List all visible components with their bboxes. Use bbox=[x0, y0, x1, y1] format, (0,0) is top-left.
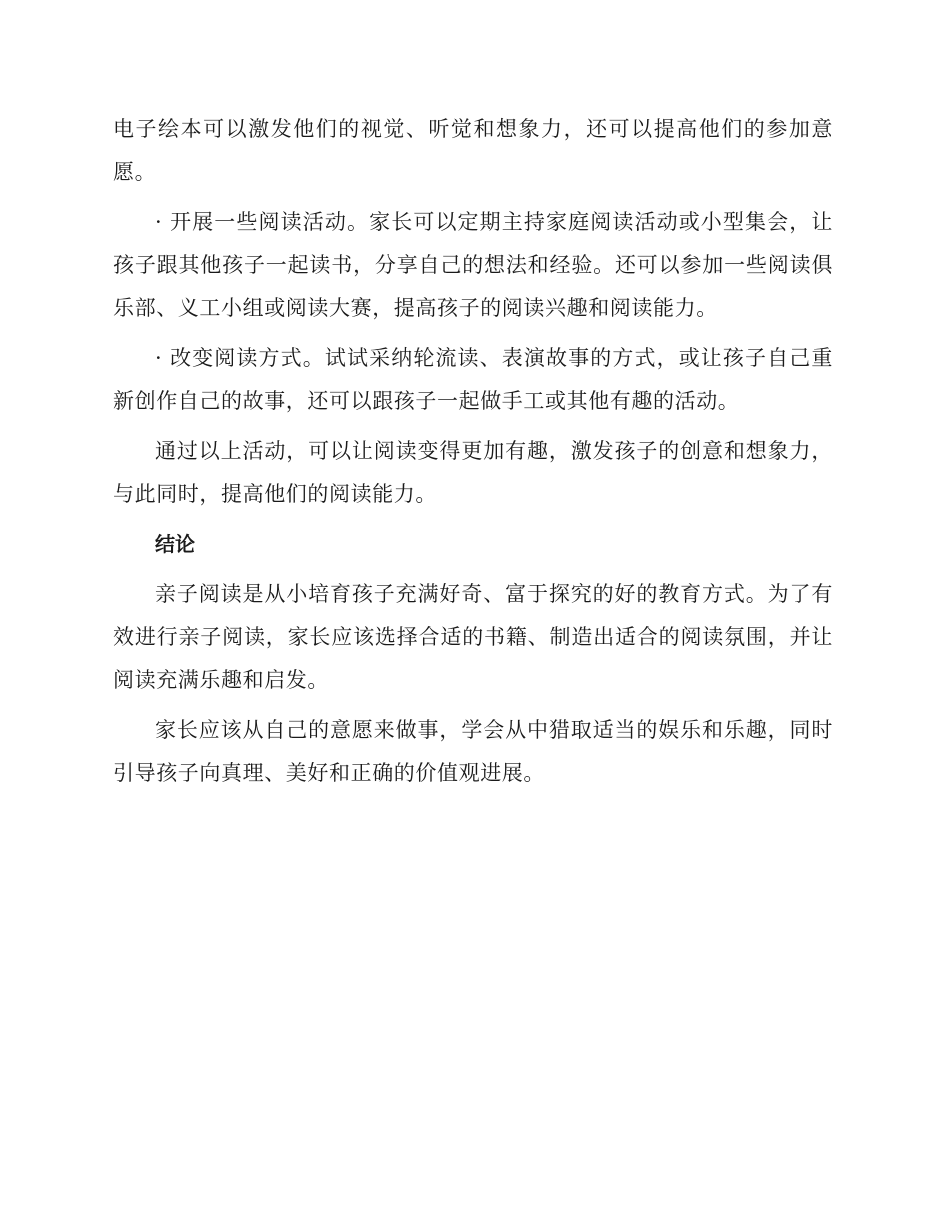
paragraph-summary: 通过以上活动，可以让阅读变得更加有趣，激发孩子的创意和想象力，与此同时，提高他们的阅读能力。 bbox=[113, 439, 833, 506]
document-page bbox=[113, 108, 833, 795]
bullet-reading-activities: · 开展一些阅读活动。家长可以定期主持家庭阅读活动或小型集会，让孩子跟其他孩子一起读书，分享自己的想法和经验。还可以参加一些阅读俱乐部、义工小组或阅读大赛，提高孩子的阅读兴趣和阅读能力。 bbox=[113, 210, 833, 320]
bullet-change-reading-method: · 改变阅读方式。试试采纳轮流读、表演故事的方式，或让孩子自己重新创作自己的故事，还可以跟孩子一起做手工或其他有趣的活动。 bbox=[113, 346, 833, 413]
conclusion-paragraph-2: 家长应该从自己的意愿来做事，学会从中猎取适当的娱乐和乐趣，同时引导孩子向真理、美好和正确的价值观进展。 bbox=[113, 718, 833, 785]
conclusion-heading: 结论 bbox=[155, 532, 195, 556]
conclusion-paragraph-1: 亲子阅读是从小培育孩子充满好奇、富于探究的好的教育方式。为了有效进行亲子阅读，家长应该选择合适的书籍、制造出适合的阅读氛围，并让阅读充满乐趣和启发。 bbox=[113, 582, 833, 692]
paragraph-ebook-continuation: 电子绘本可以激发他们的视觉、听觉和想象力，还可以提高他们的参加意愿。 bbox=[113, 117, 833, 184]
